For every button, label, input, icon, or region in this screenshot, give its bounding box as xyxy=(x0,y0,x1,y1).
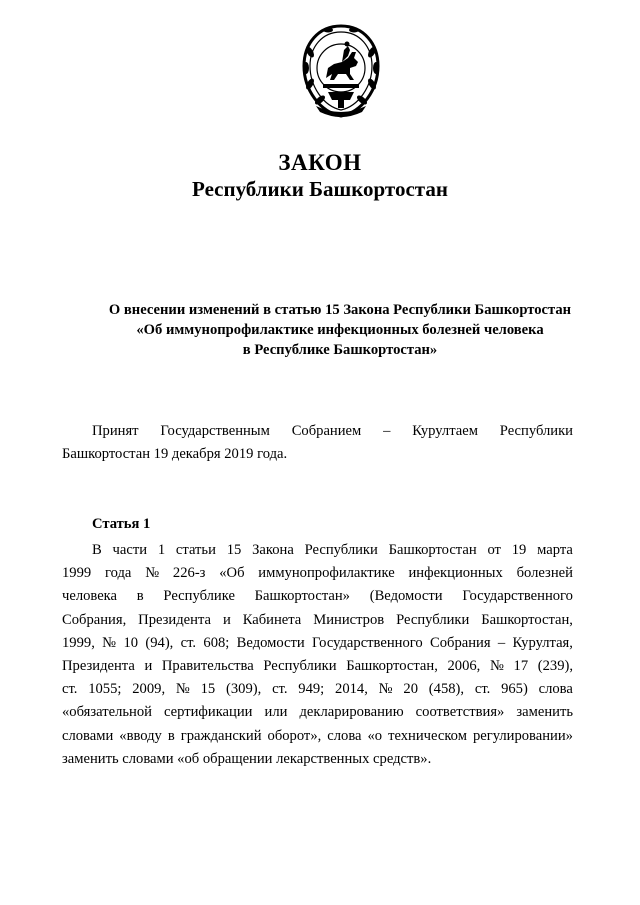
article-heading: Статья 1 xyxy=(92,516,151,532)
document-type-title: ЗАКОН xyxy=(278,150,362,175)
article-line: 1999 года № 226-з «Об иммунопрофилактике инфекционных болезней xyxy=(62,565,573,582)
subject-line: О внесении изменений в статью 15 Закона Республики Башкортостан xyxy=(108,302,572,318)
law-subject xyxy=(60,300,620,360)
adoption-line: Башкортостан 19 декабря 2019 года. xyxy=(62,446,288,463)
article-body xyxy=(62,539,573,771)
bashkortostan-coat-of-arms-icon xyxy=(298,22,384,120)
article-line: 1999, № 10 (94), ст. 608; Ведомости Государственного Собрания – Курултая, xyxy=(62,634,573,651)
issuer-title: Республики Башкортостан xyxy=(192,177,448,201)
article-line: В части 1 статьи 15 Закона Республики Башкортостан от 19 марта xyxy=(92,542,573,558)
article-line: заменить словами «об обращении лекарственных средств». xyxy=(62,750,432,767)
subject-line: в Республике Башкортостан» xyxy=(242,342,438,358)
adoption-line: Принят Государственным Собранием – Курултаем Республики xyxy=(92,423,573,439)
subject-line: «Об иммунопрофилактике инфекционных болезней человека xyxy=(136,322,544,338)
article-line: «обязательной сертификации или декларированию соответствия» заменить xyxy=(62,704,573,721)
article-line: человека в Республике Башкортостан» (Ведомости Государственного xyxy=(62,588,573,605)
adoption-statement xyxy=(62,420,573,466)
article-line: Собрания, Президента и Кабинета Министров Республики Башкортостан, xyxy=(62,611,573,628)
article-line: словами «вводу в гражданский оборот», слова «о техническом регулировании» xyxy=(62,727,573,744)
article-line: ст. 1055; 2009, № 15 (309), ст. 949; 2014, № 20 (458), ст. 965) слова xyxy=(62,681,573,698)
article-line: Президента и Правительства Республики Башкортостан, 2006, № 17 (239), xyxy=(62,657,573,674)
